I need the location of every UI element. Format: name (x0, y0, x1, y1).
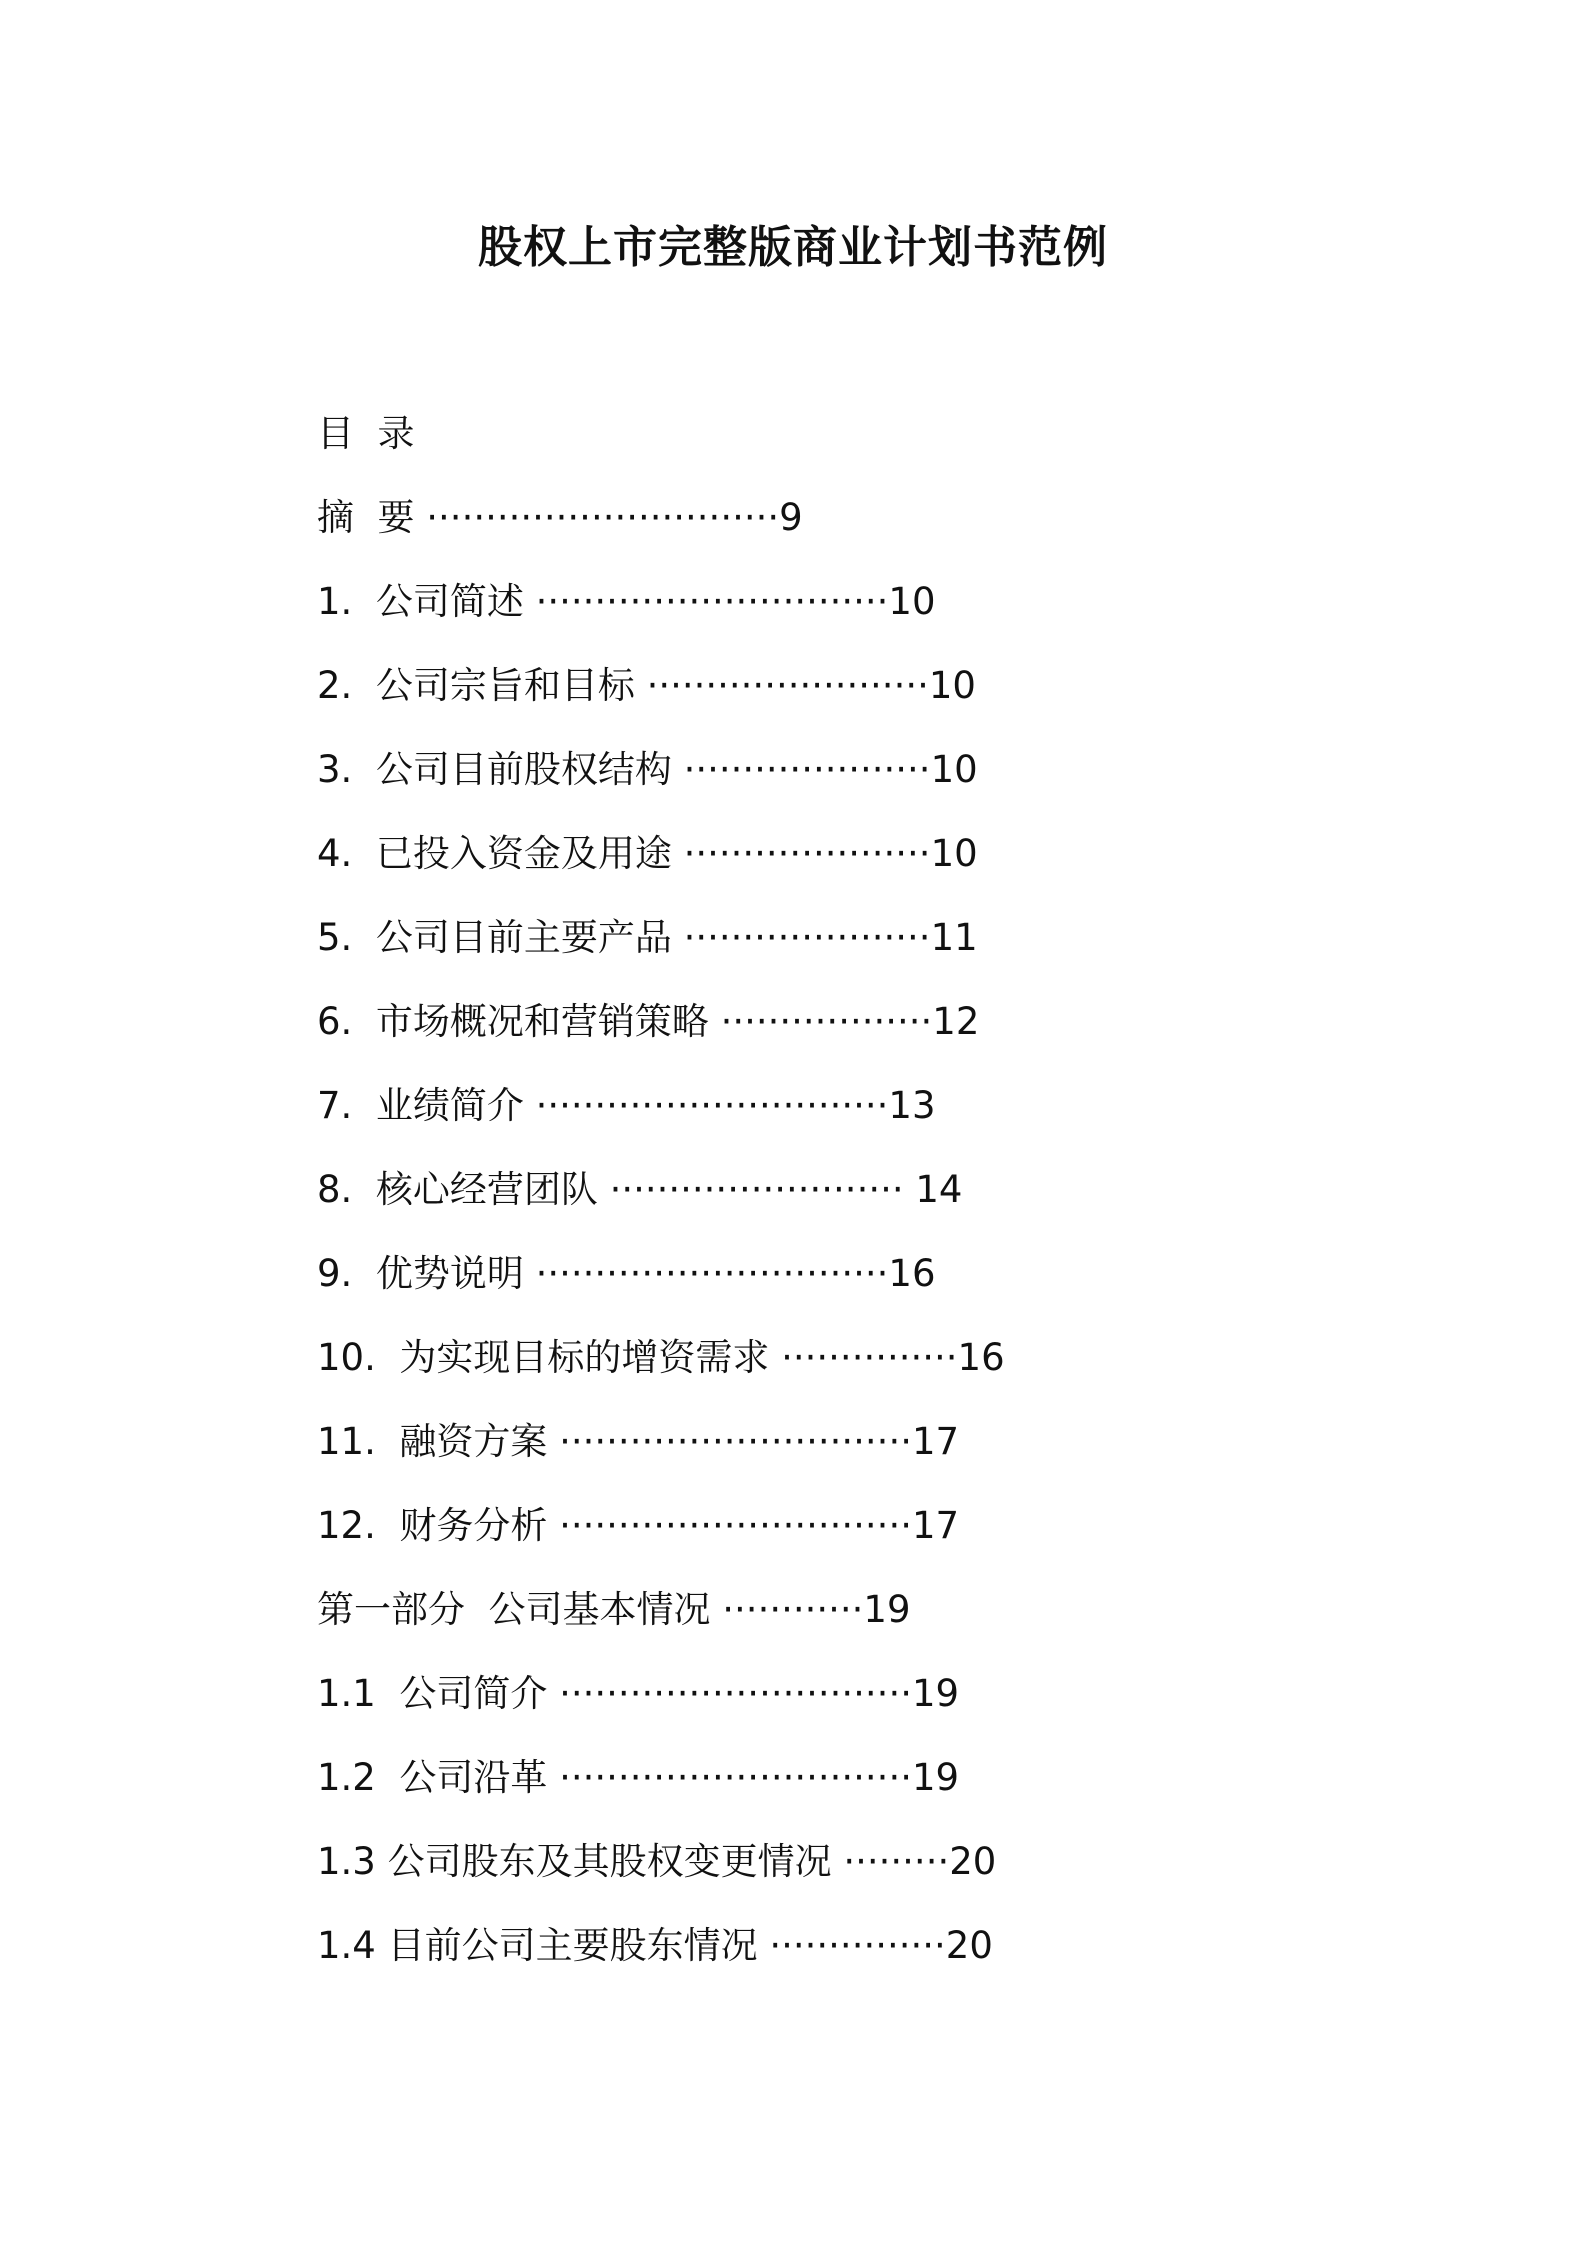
document-title: 股权上市完整版商业计划书范例 (478, 222, 1108, 273)
toc-entry: 2. 公司宗旨和目标 ························10 (317, 664, 976, 707)
toc-entry: 10. 为实现目标的增资需求 ···············16 (317, 1336, 1005, 1379)
toc-entry: 6. 市场概况和营销策略 ··················12 (317, 1000, 980, 1043)
toc-entry: 3. 公司目前股权结构 ·····················10 (317, 748, 978, 791)
toc-entry: 5. 公司目前主要产品 ·····················11 (317, 916, 978, 959)
toc-entry: 1.2 公司沿革 ······························19 (317, 1756, 960, 1799)
toc-entry: 第一部分 公司基本情况 ············19 (317, 1588, 911, 1631)
toc-entry: 11. 融资方案 ······························17 (317, 1420, 960, 1463)
toc-entry: 9. 优势说明 ······························16 (317, 1252, 936, 1295)
toc-entry: 4. 已投入资金及用途 ·····················10 (317, 832, 978, 875)
toc-entry: 8. 核心经营团队 ························· 14 (317, 1168, 963, 1211)
toc-entry: 1. 公司简述 ······························10 (317, 580, 936, 623)
toc-entry: 7. 业绩简介 ······························13 (317, 1084, 936, 1127)
toc-entry: 1.3 公司股东及其股权变更情况 ·········20 (317, 1840, 997, 1883)
toc-entry: 12. 财务分析 ······························17 (317, 1504, 960, 1547)
toc-entry: 1.4 目前公司主要股东情况 ···············20 (317, 1924, 993, 1967)
toc-heading: 目 录 (317, 412, 415, 455)
toc-entry: 1.1 公司简介 ······························19 (317, 1672, 960, 1715)
toc-entry: 摘 要 ······························9 (317, 496, 803, 539)
